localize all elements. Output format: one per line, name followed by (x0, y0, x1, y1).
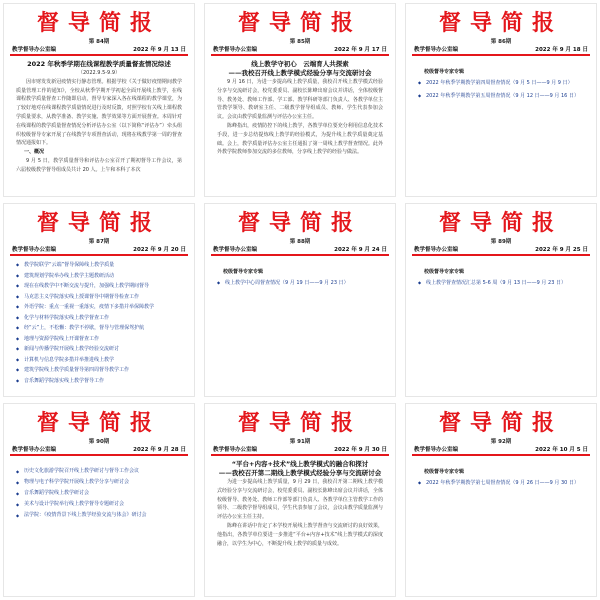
toc-item[interactable]: ◆ 美术与设计学院举行线上教学督导专题研讨会 (16, 499, 182, 510)
masthead: 督导简报 (438, 410, 563, 436)
toc-item[interactable]: ◆ 计算机与信息学院多措并举推进线上教学 (16, 355, 182, 366)
issue-number: 第 90期 (88, 439, 110, 445)
toc-item[interactable]: ◆ 历史文化旅游学院召开线上教学研讨与督导工作会议 (16, 466, 182, 477)
page-body (418, 266, 584, 394)
office: 教学督导办公室编 (414, 447, 459, 453)
toc-item[interactable]: ◆ 新闻与传播学院开展线上教学经验交流研讨 (16, 344, 182, 355)
newsletter-page-90 (3, 403, 195, 597)
toc-item[interactable]: ◆ 物理与电子科学学院开展线上教学分享与研讨会 (16, 477, 182, 488)
issue-date: 2022 年 9 月 20 日 (133, 247, 186, 253)
toc-item[interactable]: ◆ 音乐舞蹈学院落实线上教学督导工作 (16, 376, 182, 387)
article-subtitle: （2022.9.5-9.9） (77, 70, 121, 76)
issue-number: 第 84期 (88, 39, 110, 45)
paragraph: 陈峰在讲话中肯定了本学校开展线上教学督查与交流研讨的良好效果，他指出，各教学单位要进一步推进“平台+内容+技术”线上教学模式的深度融合，以学生为中心，不断提升线上教学的质量与成效。 (217, 522, 383, 547)
toc-item[interactable]: ◆ 2022 年秋季学期教学第四周督查情况（9 月 5 日——9 月 9 日） (418, 79, 584, 88)
issue-number: 第 88期 (289, 239, 311, 245)
newsletter-page-88 (204, 203, 396, 397)
issue-number: 第 89期 (490, 239, 512, 245)
section-tag: 校级督导专家专辑 (223, 269, 264, 275)
meta-row (10, 245, 188, 253)
office: 教学督导办公室编 (213, 47, 258, 53)
masthead: 督导简报 (438, 10, 563, 36)
issue-date: 2022 年 10 月 5 日 (535, 447, 588, 453)
toc-item[interactable]: ◆ 建筑学院线上教学质量督导第四周督导教学工作 (16, 365, 182, 376)
office: 教学督导办公室编 (12, 447, 57, 453)
paragraph: 为进一步提高线上教学质量，9 月 29 日，我校召开第二期线上教学模式经验分享与交流研讨会，校党委委员、副校长陈峰出席会议并讲话，全体校级督导、教务处、教师工作部等部门负责人、各教学单位主管教学工作的领导、二级教学督导组成员，学生代表参加了会议，会议由教学质量监测与评估办公室主任主持。 (217, 479, 383, 521)
meta-row (211, 45, 389, 53)
masthead: 督导简报 (36, 10, 161, 36)
red-divider (412, 254, 590, 256)
issue-date: 2022 年 9 月 18 日 (535, 47, 588, 53)
section-tag: 校级督导专家专辑 (424, 69, 465, 75)
masthead: 督导简报 (237, 10, 362, 36)
masthead: 督导简报 (237, 210, 362, 236)
issue-date: 2022 年 9 月 25 日 (535, 247, 588, 253)
issue-number: 第 91期 (289, 439, 311, 445)
toc-item[interactable]: ◆ 经“云”上，不松懈：教学不停歇，督导与管理保驾护航 (16, 323, 182, 334)
page-body (418, 66, 584, 194)
toc-item[interactable]: ◆ 2022 年秋季学期教学第五周督查情况（9 月 12 日——9 月 16 日） (418, 92, 584, 101)
paragraph: 9 月 5 日，教学质量督导和评估办公室召开了期初督导工作会议，第六届校级教学督导组成员共计 20 人。上午和本科了本次 (16, 157, 182, 173)
article-title: 2022 年秋季学期在线课程教学质量督查情况综述 (27, 60, 171, 68)
masthead: 督导简报 (36, 210, 161, 236)
masthead: 督导简报 (438, 210, 563, 236)
newsletter-page-91 (204, 403, 396, 597)
article-title: “平台+内容+技术”线上教学模式的融合和探讨 ——我校召开第二期线上教学模式经验分享与交流研讨会 (218, 460, 382, 477)
issue-date: 2022 年 9 月 30 日 (334, 447, 387, 453)
toc-item[interactable]: ◆ 法学院：《疫情背景下线上教学经验交流与体会》研讨会 (16, 510, 182, 521)
red-divider (412, 454, 590, 456)
issue-date: 2022 年 9 月 24 日 (334, 247, 387, 253)
office: 教学督导办公室编 (12, 47, 57, 53)
red-divider (10, 254, 188, 256)
section-heading: 一、概况 (24, 149, 45, 156)
meta-row (412, 445, 590, 453)
page-body (217, 60, 383, 194)
newsletter-page-86 (405, 3, 597, 197)
toc-item[interactable]: ◆ 线上教学督查情况汇总第 5-6 周（9 月 13 日——9 月 23 日） (418, 279, 584, 288)
red-divider (211, 454, 389, 456)
issue-number: 第 92期 (490, 439, 512, 445)
newsletter-page-85 (204, 3, 396, 197)
office: 教学督导办公室编 (12, 247, 57, 253)
meta-row (10, 45, 188, 53)
issue-number: 第 85期 (289, 39, 311, 45)
meta-row (10, 445, 188, 453)
page-body (16, 260, 182, 394)
issue-number: 第 86期 (490, 39, 512, 45)
issue-date: 2022 年 9 月 28 日 (133, 447, 186, 453)
meta-row (412, 45, 590, 53)
page-body (16, 60, 182, 194)
issue-number: 第 87期 (88, 239, 110, 245)
toc-item[interactable]: ◆ 线上教学中心周督查情况（9 月 19 日——9 月 23 日） (217, 279, 383, 288)
newsletter-page-87 (3, 203, 195, 397)
toc-item[interactable]: ◆ 现在在线教学中不断交流与提升，加强线上教学期间督导 (16, 281, 182, 292)
red-divider (10, 54, 188, 56)
toc-item[interactable]: ◆ 音乐舞蹈学院线上教学研讨会 (16, 488, 182, 499)
toc-item[interactable]: ◆ 教学院联学“云端”督导保障线上教学质量 (16, 260, 182, 271)
page-body (16, 466, 182, 594)
red-divider (412, 54, 590, 56)
page-body (217, 266, 383, 394)
toc-item[interactable]: ◆ 建筑规划学院举办线上教学主题教研活动 (16, 271, 182, 282)
meta-row (412, 245, 590, 253)
section-tag: 校级督导专家专辑 (424, 269, 465, 275)
meta-row (211, 245, 389, 253)
red-divider (10, 454, 188, 456)
toc-item[interactable]: ◆ 地理与资源学院线上开课督查工作 (16, 334, 182, 345)
paragraph: 陈峰指出，疫情防控下的线上教学，各教学单位要充分利用信息化技术手段，进一步总结提炼线上教学的经验模式，为提升线上教学质量奠定基础。会上，教学质量评估办公室主任通报了第一周线上教学督查情况。此外外教学院教师参加交流的多位教师，分享线上教学的经验与做法。 (217, 122, 383, 156)
red-divider (211, 54, 389, 56)
paragraph: 9 月 16 日，为进一步提高线上教学质量，我校召开线上教学模式经验分享与交流研讨会，校党委委员、副校长陈峰出席会议并讲话，全体校级督导、教务处、教师工作部、学工部、教学科研等部门负责人、各教学单位主管教学领导、教研室主任、二级教学督导组成员、教师、学生代表参加会议。会议由教学质量监测与评估办公室主任。 (217, 79, 383, 121)
issue-date: 2022 年 9 月 13 日 (133, 47, 186, 53)
office: 教学督导办公室编 (414, 47, 459, 53)
article-title: 线上教学守初心 云端育人共探索 ——我校召开线上教学模式经验分享与交流研讨会 (228, 60, 372, 77)
page-body (217, 460, 383, 594)
masthead: 督导简报 (237, 410, 362, 436)
office: 教学督导办公室编 (414, 247, 459, 253)
paragraph: 因市财发发新冠疫情实行静态管理。根据学校《关于做好疫情期间教学质量管理工作的通知》，全校从秋季学期开学初起全面开展线上教学，在线课程教学质量督查工作随即启动，督导专家深入各在线课程的教学课堂，为了较好地对在线课程教学质量情况进行及时反馈，对照学校有关线上课程教学质量要求，从教学准备、教学实施、教学效果等方面开展督查。本周针对在线课程的教学质量督查情况分析评估办公室（以下简称“评估办”）牵头组织校级督导专家开展了在线教学专项督查活动，现将在线教学第一周的督查情况通报如下。 (16, 78, 182, 147)
page-body (418, 466, 584, 594)
toc-item[interactable]: ◆ 外语学院：重点一重视一重落实，疫情下多措并举保障教学 (16, 302, 182, 313)
issue-date: 2022 年 9 月 17 日 (334, 47, 387, 53)
red-divider (211, 254, 389, 256)
newsletter-page-89 (405, 203, 597, 397)
newsletter-page-92 (405, 403, 597, 597)
toc-item[interactable]: ◆ 2022 年秋季学期教学第七周督查情况（9 月 26 日——9 月 30 日） (418, 479, 584, 488)
office: 教学督导办公室编 (213, 447, 258, 453)
office: 教学督导办公室编 (213, 247, 258, 253)
toc-item[interactable]: ◆ 化学与材料学院落实线上教学督查工作 (16, 313, 182, 324)
masthead: 督导简报 (36, 410, 161, 436)
section-tag: 校级督导专家专辑 (424, 469, 465, 475)
newsletter-page-84 (3, 3, 195, 197)
meta-row (211, 445, 389, 453)
toc-item[interactable]: ◆ 马克思主义学院落实线上授课督导中期督导检查工作 (16, 292, 182, 303)
